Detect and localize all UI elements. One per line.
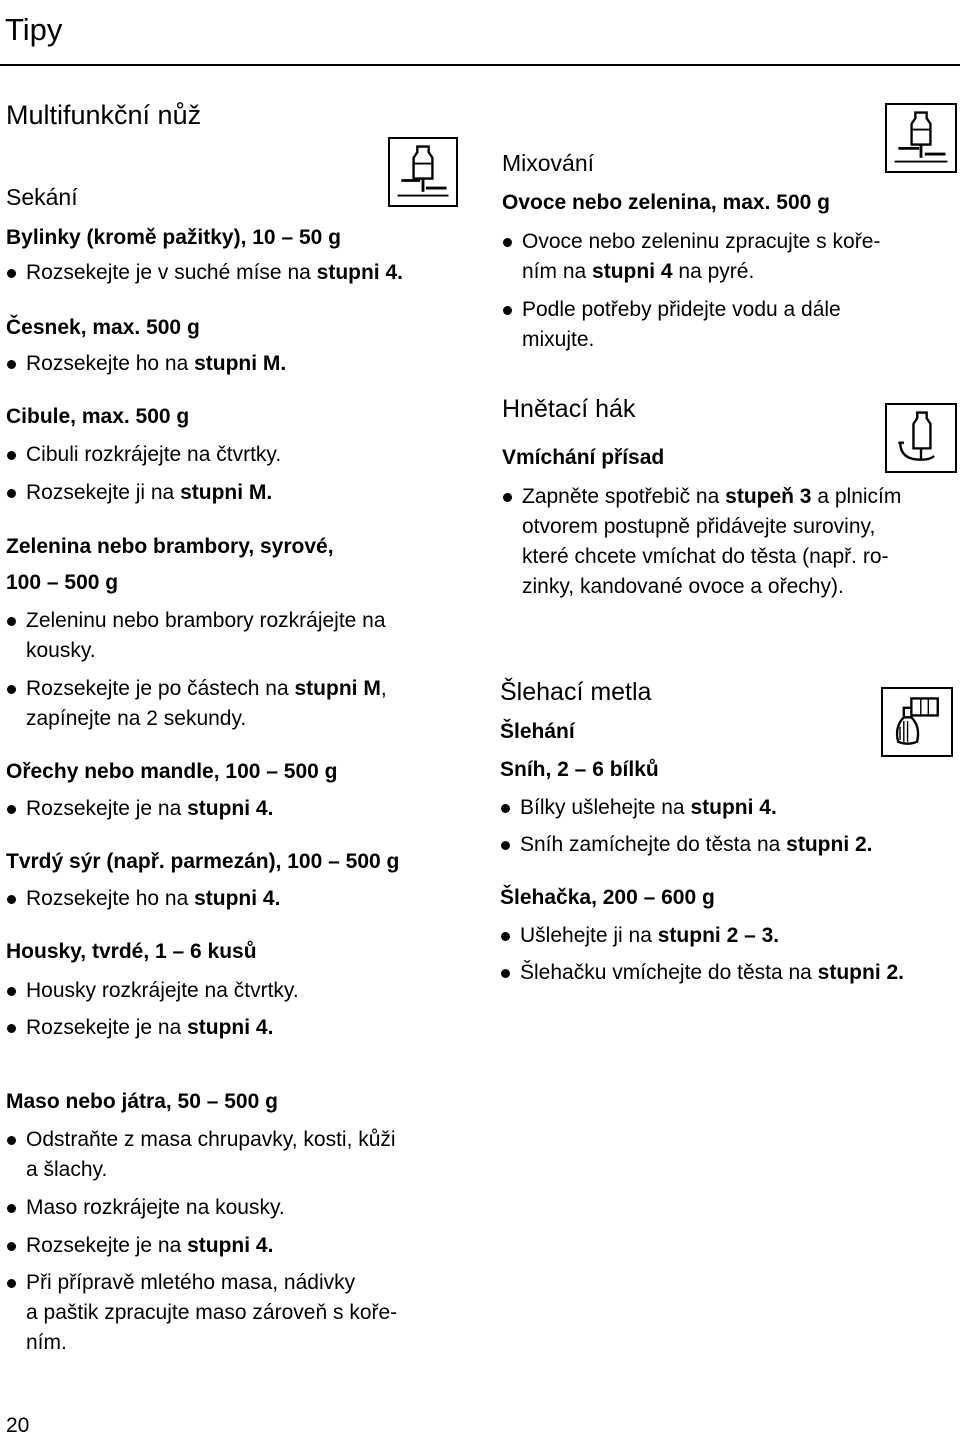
page-title: Tipy [5, 12, 63, 47]
list-item: Rozsekejte je po částech na stupni M, zapínejte na 2 sekundy. [6, 674, 387, 734]
subheading-whipping: Šlehání [500, 720, 575, 743]
header-rule [0, 64, 960, 66]
section-heading-knife: Multifunkční nůž [6, 100, 202, 130]
list-item: Rozsekejte ji na stupni M. [6, 478, 272, 508]
list-item: Housky rozkrájejte na čtvrtky. [6, 976, 299, 1006]
rolls-title: Housky, tvrdé, 1 – 6 kusů [6, 940, 257, 963]
list-item: Rozsekejte ho na stupni 4. [6, 884, 280, 914]
list-item: Zapněte spotřebič na stupeň 3 a plnicím otvorem postupně přidávejte suroviny, které chcete vmíchat do těsta (např. ro- zinky, kandované ovoce a ořechy). [502, 482, 901, 602]
egg-whites-title: Sníh, 2 – 6 bílků [500, 758, 659, 781]
list-item: Zeleninu nebo brambory rozkrájejte na kousky. [6, 606, 386, 666]
food-processor-knife-icon [885, 103, 957, 173]
list-item: Odstraňte z masa chrupavky, kosti, kůži a šlachy. [6, 1125, 396, 1185]
cheese-title: Tvrdý sýr (např. parmezán), 100 – 500 g [6, 850, 400, 873]
vegetables-title-line1: Zelenina nebo brambory, syrové, [6, 535, 334, 558]
list-item: Ušlehejte ji na stupni 2 – 3. [500, 921, 779, 951]
page-number: 20 [6, 1414, 30, 1437]
list-item: Rozsekejte je na stupni 4. [6, 1013, 273, 1043]
meat-title: Maso nebo játra, 50 – 500 g [6, 1090, 278, 1113]
list-item: Při přípravě mletého masa, nádivky a paštik zpracujte maso zároveň s koře- ním. [6, 1268, 397, 1358]
list-item: Rozsekejte je v suché míse na stupni 4. [6, 258, 403, 288]
list-item: Šlehačku vmíchejte do těsta na stupni 2. [500, 958, 904, 988]
list-item: Cibuli rozkrájejte na čtvrtky. [6, 440, 281, 470]
section-heading-dough-hook: Hnětací hák [502, 395, 636, 423]
list-item: Maso rozkrájejte na kousky. [6, 1193, 285, 1223]
nuts-title: Ořechy nebo mandle, 100 – 500 g [6, 760, 338, 783]
list-item: Sníh zamíchejte do těsta na stupni 2. [500, 830, 873, 860]
food-processor-knife-icon [388, 137, 458, 207]
dough-hook-icon [885, 403, 957, 473]
list-item: Rozsekejte je na stupni 4. [6, 1231, 273, 1261]
mixing-subtitle: Ovoce nebo zelenina, max. 500 g [502, 191, 830, 214]
list-item: Ovoce nebo zeleninu zpracujte s koře- ním na stupni 4 na pyré. [502, 227, 880, 287]
subheading-mixing: Mixování [502, 150, 595, 176]
garlic-title: Česnek, max. 500 g [6, 316, 200, 339]
list-item: Rozsekejte je na stupni 4. [6, 794, 273, 824]
list-item: Bílky ušlehejte na stupni 4. [500, 793, 777, 823]
vegetables-title-line2: 100 – 500 g [6, 571, 119, 594]
subheading-chopping: Sekání [6, 184, 78, 210]
list-item: Podle potřeby přidejte vodu a dále mixujte. [502, 295, 841, 355]
whisk-icon [881, 687, 953, 757]
section-heading-whisk: Šlehací metla [500, 678, 652, 706]
subheading-mixing-in: Vmíchání přísad [502, 446, 665, 469]
herbs-title: Bylinky (kromě pažitky), 10 – 50 g [6, 226, 341, 249]
cream-title: Šlehačka, 200 – 600 g [500, 886, 715, 909]
list-item: Rozsekejte ho na stupni M. [6, 349, 286, 379]
onion-title: Cibule, max. 500 g [6, 405, 190, 428]
